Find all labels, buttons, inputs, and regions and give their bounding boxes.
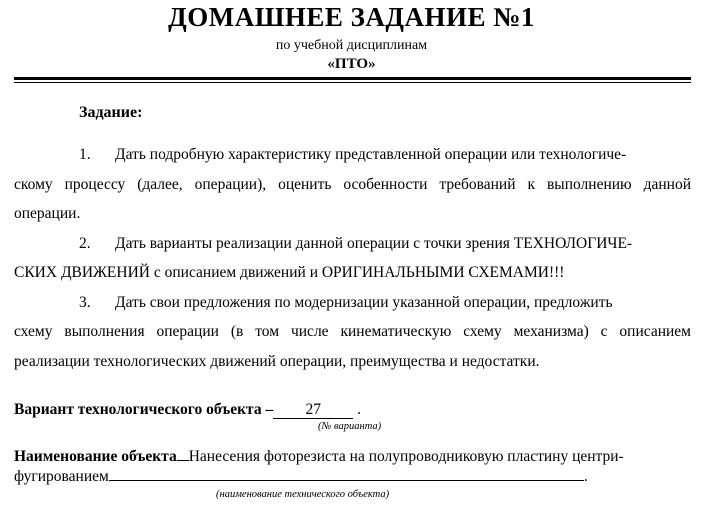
object-label: Наименование объекта — [14, 448, 177, 465]
task-item-1-line-1 — [79, 146, 691, 164]
subject-name: «ПТО» — [327, 56, 376, 72]
task-item-2-number: 2. — [79, 235, 91, 252]
object-period: . — [583, 468, 588, 485]
task-item-2-line-1 — [79, 235, 691, 253]
task-item-3-number: 3. — [79, 294, 91, 311]
task-item-1-text-2: скому процессу (далее, операции), оценить особенности требований к выполнению данной — [14, 176, 691, 193]
variant-number-field[interactable]: 27 — [273, 402, 353, 419]
task-item-1-line-3: операции. — [14, 205, 81, 222]
header-divider-thin — [14, 82, 691, 83]
task-item-3-line-3: реализации технологических движений операции, преимущества и недостатки. — [14, 353, 540, 370]
task-item-2-text: Дать варианты реализации данной операции с точки зрения ТЕХНОЛОГИЧЕ- — [115, 235, 633, 252]
variant-row — [14, 401, 361, 419]
object-caption: (наименование технического объекта) — [216, 489, 390, 500]
task-item-3-text: Дать свои предложения по модернизации указанной операции, предложить — [115, 294, 613, 311]
task-item-1-text: Дать подробную характеристику представленной операции или технологиче- — [115, 146, 627, 163]
task-item-1-line-2 — [14, 176, 691, 194]
task-heading: Задание: — [79, 104, 143, 121]
object-name-field-1[interactable]: Нанесения фоторезиста на полупроводниковую пластину центри- — [188, 448, 624, 465]
variant-label: Вариант технологического объекта – — [14, 401, 274, 418]
task-item-3-line-2 — [14, 323, 691, 341]
page-title: ДОМАШНЕЕ ЗАДАНИЕ №1 — [168, 2, 535, 32]
variant-period: . — [357, 401, 361, 418]
object-row-2 — [14, 468, 588, 486]
task-item-1-number: 1. — [79, 146, 91, 163]
task-item-3-line-1 — [79, 294, 691, 312]
variant-caption: (№ варианта) — [318, 421, 382, 432]
header-divider-thick — [14, 77, 691, 80]
object-name-field-2[interactable]: фугированием — [14, 468, 109, 485]
task-item-3-text-2: схему выполнения операции (в том числе кинематическую схему механизма) с описанием — [14, 323, 691, 340]
page-subtitle: по учебной дисциплинам — [275, 38, 428, 53]
task-item-2-line-2: СКИХ ДВИЖЕНИЙ с описанием движений и ОРИГИНАЛЬНЫМИ СХЕМАМИ!!! — [14, 264, 565, 281]
object-row-1 — [14, 448, 624, 466]
object-name-underline — [109, 480, 584, 481]
object-name-lead-line — [177, 460, 189, 461]
